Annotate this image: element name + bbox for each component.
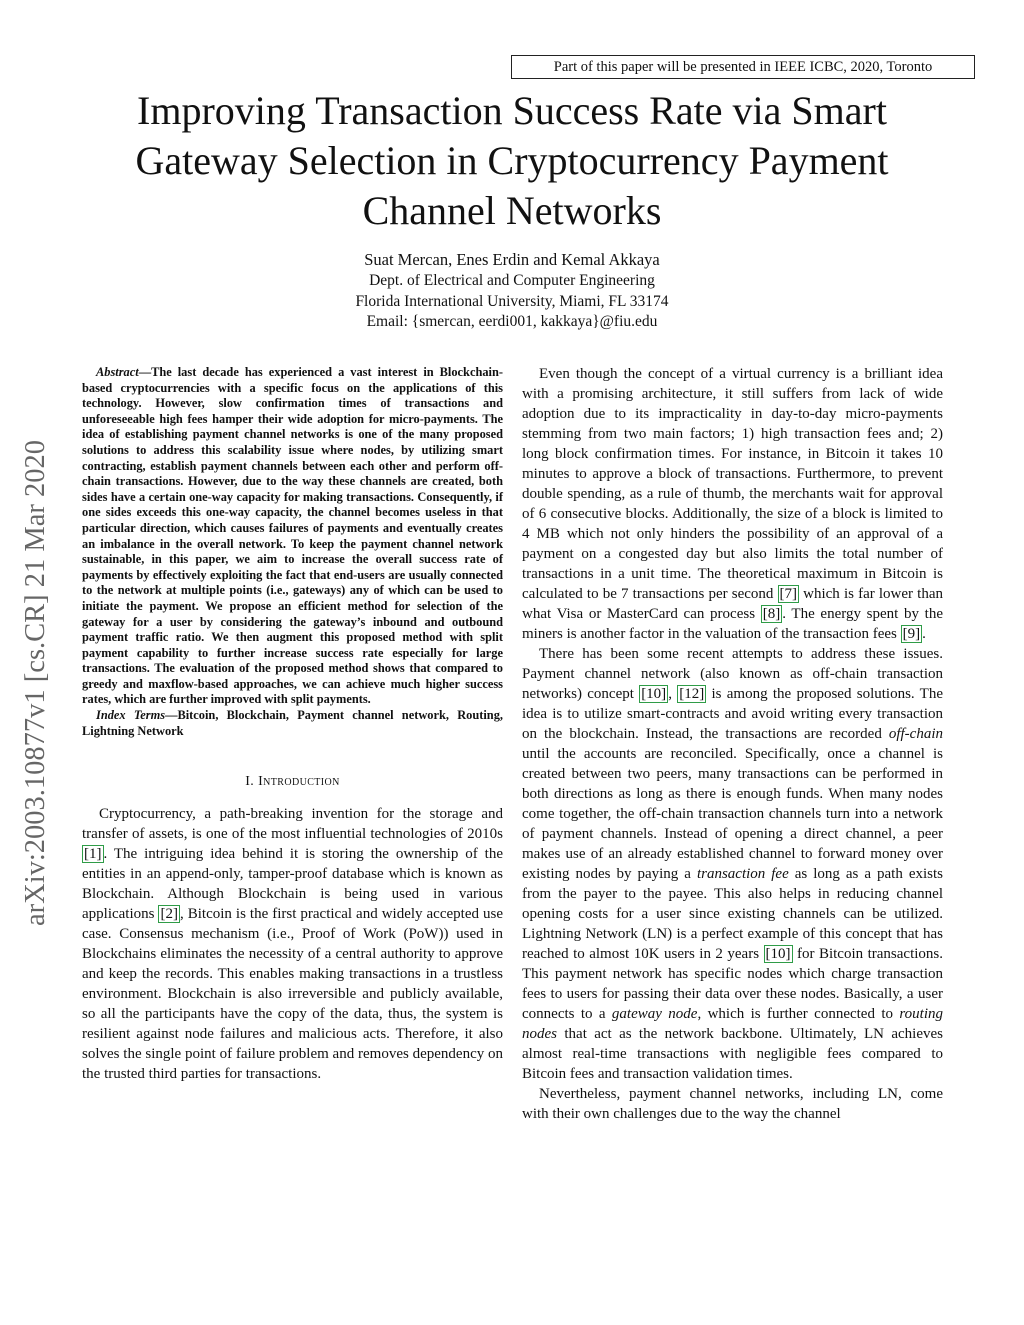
text-run: Cryptocurrency, a path-breaking invention for the storage and transfer of assets, is one of the most influential technologies of 2010s	[82, 806, 503, 843]
text-run: . The energy spent by the miners is another factor in the valuation of the transaction fees	[522, 606, 944, 642]
section-heading-introduction	[82, 772, 503, 792]
author-block	[212, 249, 812, 333]
text-run: , which is further connected to	[697, 1006, 900, 1022]
index-terms	[82, 708, 503, 739]
emphasis: off-chain	[888, 726, 943, 742]
citation-link[interactable]: [1]	[84, 846, 102, 863]
title-line: Channel Networks	[362, 188, 662, 233]
text-run: as long as a path exists from the payer to the payee. This also helps in reducing channel opening costs for a user since existing channels can be utilized. Lightning Network (LN) is a perfect example of this concept that has reached to almost 10K users in 2 years	[522, 866, 943, 962]
body-paragraph	[522, 644, 943, 1084]
text-run: ,	[668, 686, 678, 702]
text-run: until the accounts are reconciled. Specifically, once a channel is created between two peers, many transactions can be performed in both directions as long as there is enough funds. When many nodes come together, the off-chain transaction channels turn into a network of payment channels. Instead of opening a direct channel, a peer makes use of an already established channel to forward money over existing nodes by paying a	[522, 746, 943, 882]
text-run: Even though the concept of a virtual currency is a brilliant idea with a promising architecture, it still suffers from lack of wide adoption due to its impracticality in day-to-day micro-payments stemming from two main factors; 1) high transaction fees and; 2) long block confirmation times. For instance, in Bitcoin it takes 10 minutes to approve a block of transactions. Furthermore, to prevent double spending, as a rule of thumb, the merchants wait for approval of 6 consecutive blocks. Additionally, the size of a block is limited to 4 MB which not only hinders the possibility of an approval of a payment on a congested day but also limits the total number of transactions in a unit time. The theoretical maximum in Bitcoin is calculated to be 7 transactions per second	[522, 366, 943, 602]
text-run: is among the proposed solutions. The idea is to utilize smart-contracts and avoid writing every transaction on the blockchain. Instead, the transactions are recorded	[522, 686, 943, 742]
right-column	[522, 364, 943, 1124]
index-terms-label: Index Terms	[96, 708, 166, 723]
author-names: Suat Mercan, Enes Erdin and Kemal Akkaya	[364, 250, 660, 269]
title-line: Gateway Selection in Cryptocurrency Payment	[135, 138, 889, 183]
citation-link[interactable]: [12]	[679, 686, 705, 702]
citation-link[interactable]: [8]	[762, 606, 781, 622]
abstract	[82, 365, 503, 739]
text-run: . The intriguing idea behind it is storing the ownership of the entities in an append-only, tamper-proof database which is known as Blockchain. Although Blockchain is being used in various applications	[82, 846, 503, 923]
author-university: Florida International University, Miami, FL 33174	[355, 292, 669, 310]
intro-paragraph	[82, 804, 503, 1084]
emphasis: transaction fee	[696, 866, 789, 882]
section-number: I.	[245, 774, 255, 790]
abstract-text	[82, 365, 503, 708]
section-title: Introduction	[258, 774, 340, 790]
text-run: There has been some recent attempts to address these issues. Payment channel network (also known as off-chain transaction networks) concept	[522, 646, 943, 702]
paper-title	[60, 86, 964, 236]
citation-link[interactable]: [10]	[765, 946, 791, 962]
text-run: which is far lower than what Visa or MasterCard can process	[522, 586, 943, 622]
abstract-label: Abstract	[96, 365, 139, 379]
body-paragraph: Nevertheless, payment channel networks, including LN, come with their own challenges due to the way the channel	[522, 1086, 943, 1122]
citation-link[interactable]: [9]	[902, 626, 921, 642]
arxiv-identifier: arXiv:2003.10877v1 [cs.CR] 21 Mar 2020	[20, 439, 51, 926]
text-run: , Bitcoin is the first practical and widely accepted use case. Consensus mechanism (i.e., Proof of Work (PoW)) used in Blockchains eliminates the necessity of a central authority to approve and keep the records. This enables making transactions in a trustless environment. Blockchain is also irreversible and publicly available, so all the participants have the copy of the data, thus, the system is resilient against node failures and malicious acts. Therefore, it also solves the single point of failure problem and removes dependency on the trusted third parties for transactions.	[82, 906, 503, 1083]
abstract-body: —The last decade has experienced a vast interest in Blockchain-based cryptocurrencies with a specific focus on the applications of this technology. However, slow confirmation times of transactions and unforeseeable high fees hamper their wide adoption for micro-payments. The idea of establishing payment channel networks is one of the many proposed solutions to address this scalability issue where nodes, by utilizing smart contracting, establish payment channels between each other and perform off-chain transactions. However, due to the way these channels are created, both sides have a certain one-way capacity for making transactions. Consequently, if one sides exceeds this one-way capacity, the channel becomes useless in that particular direction, which causes failures of payments and eventually creates an imbalance in the overall network. To keep the payment channel network sustainable, in this paper, we aim to increase the overall success rate of payments by effectively exploiting the fact that end-users are usually connected to the network at multiple points (i.e., gateways) any of which can be used to initiate the payment. We propose an efficient method for selection of the gateway for a user by considering the gateway’s inbound and outbound payment traffic ratio. We then augment this proposed method with split payment capability to further increase success rate especially for large transactions. The evaluation of the proposed method shows that compared to greedy and maxflow-based approaches, we can achieve much higher success rates, which are further improved with split payments.	[82, 365, 503, 707]
body-paragraph	[522, 364, 943, 644]
title-line: Improving Transaction Success Rate via Smart	[137, 88, 887, 133]
citation-link[interactable]: [7]	[779, 586, 798, 602]
author-email: Email: {smercan, eerdi001, kakkaya}@fiu.edu	[366, 313, 658, 330]
index-terms-body: —Bitcoin, Blockchain, Payment channel network, Routing, Lightning Network	[82, 708, 503, 738]
emphasis: gateway node	[611, 1006, 698, 1022]
left-column	[82, 365, 503, 1084]
emphasis: routing nodes	[522, 1006, 943, 1042]
author-department: Dept. of Electrical and Computer Engineering	[369, 272, 655, 289]
citation-link[interactable]: [2]	[160, 906, 178, 923]
text-run: for Bitcoin transactions. This payment network has specific nodes which charge transaction fees to users for passing their data over these nodes. Basically, a user connects to a	[522, 946, 943, 1022]
text-run: that act as the network backbone. Ultimately, LN achieves almost real-time transactions with negligible fees compared to Bitcoin fees and transaction validation times.	[522, 1026, 943, 1082]
presentation-note: Part of this paper will be presented in IEEE ICBC, 2020, Toronto	[511, 55, 975, 79]
text-run: .	[922, 626, 926, 642]
citation-link[interactable]: [10]	[641, 686, 667, 702]
